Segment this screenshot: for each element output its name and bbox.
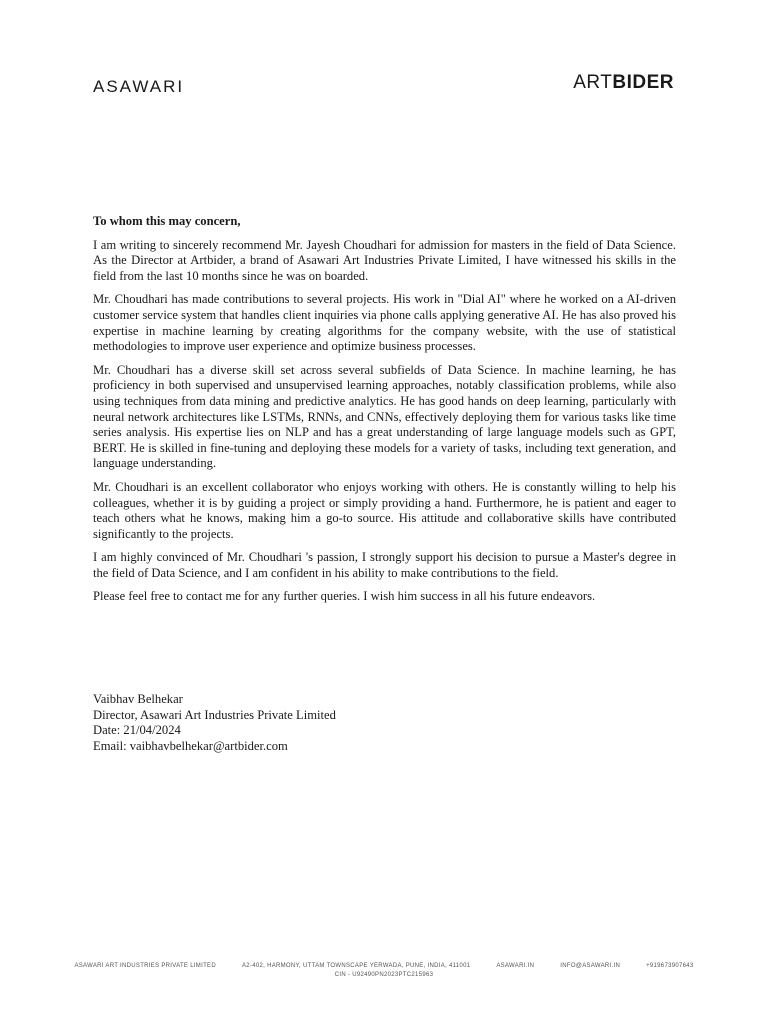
footer-website: ASAWARI.IN: [496, 963, 535, 969]
signatory-name: Vaibhav Belhekar: [93, 692, 183, 706]
footer-email: INFO@ASAWARI.IN: [560, 963, 621, 969]
footer-cin: CIN - U92490PN2023PTC215963: [334, 972, 434, 978]
letter-date: Date: 21/04/2024: [93, 723, 181, 738]
asawari-logo: ASAWARI: [93, 77, 185, 96]
artbider-logo-bider: BIDER: [612, 72, 674, 93]
letterhead: [0, 0, 768, 110]
paragraph-projects: Mr. Choudhari has made contributions to several projects. His work in "Dial AI" where he worked on a AI-driven customer service system that handles client inquiries via phone calls applying generative AI. He has also proved his expertise in machine learning by creating algorithms for the company website, with the use of statistical methodologies to improve user experience and optimize business processes.: [93, 292, 676, 354]
paragraph-skills: Mr. Choudhari has a diverse skill set across several subfields of Data Science. In machine learning, he has proficiency in both supervised and unsupervised learning approaches, notably classification problems, while also using techniques from data mining and predictive analytics. He has good hands on deep learning, particularly with neural network architectures like LSTMs, RNNs, and CNNs, effectively deploying them for various tasks like time series analysis. His expertise lies on NLP and has a great understanding of large language models such as GPT, BERT. He is skilled in fine-tuning and deploying these models for a variety of tasks, including text generation, and language understanding.: [93, 362, 676, 471]
artbider-logo-art: ART: [573, 72, 613, 93]
footer-company: ASAWARI ART INDUSTRIES PRIVATE LIMITED: [74, 963, 216, 969]
letter-body: [93, 214, 676, 613]
signature-block: [93, 692, 336, 754]
signatory-title: Director, Asawari Art Industries Private Limited: [93, 707, 336, 722]
paragraph-introduction: I am writing to sincerely recommend Mr. Jayesh Choudhari for admission for masters in the field of Data Science. As the Director at Artbider, a brand of Asawari Art Industries Private Limited, I have witnessed his skills in the field from the last 10 months since he was on boarded.: [93, 237, 676, 283]
paragraph-closing: Please feel free to contact me for any further queries. I wish him success in all his future endeavors.: [93, 589, 596, 604]
artbider-logo: [573, 72, 674, 94]
footer: [0, 963, 768, 978]
footer-address: A2-402, HARMONY, UTTAM TOWNSCAPE YERWADA, PUNE, INDIA, 411001: [241, 963, 471, 969]
paragraph-collaboration: Mr. Choudhari is an excellent collaborator who enjoys working with others. He is constantly willing to help his colleagues, whether it is by guiding a project or simply providing a hand. Furthermore, he is patient and eager to teach others what he knows, making him a go-to source. His attitude and collaborative skills have contributed significantly to the projects.: [93, 479, 676, 541]
signatory-email: Email: vaibhavbelhekar@artbider.com: [93, 738, 288, 753]
paragraph-endorsement: I am highly convinced of Mr. Choudhari 's passion, I strongly support his decision to pursue a Master's degree in the field of Data Science, and I am confident in his ability to make contributions to the field.: [93, 550, 676, 580]
salutation: To whom this may concern,: [93, 214, 241, 228]
footer-phone: +919673907643: [646, 963, 694, 969]
